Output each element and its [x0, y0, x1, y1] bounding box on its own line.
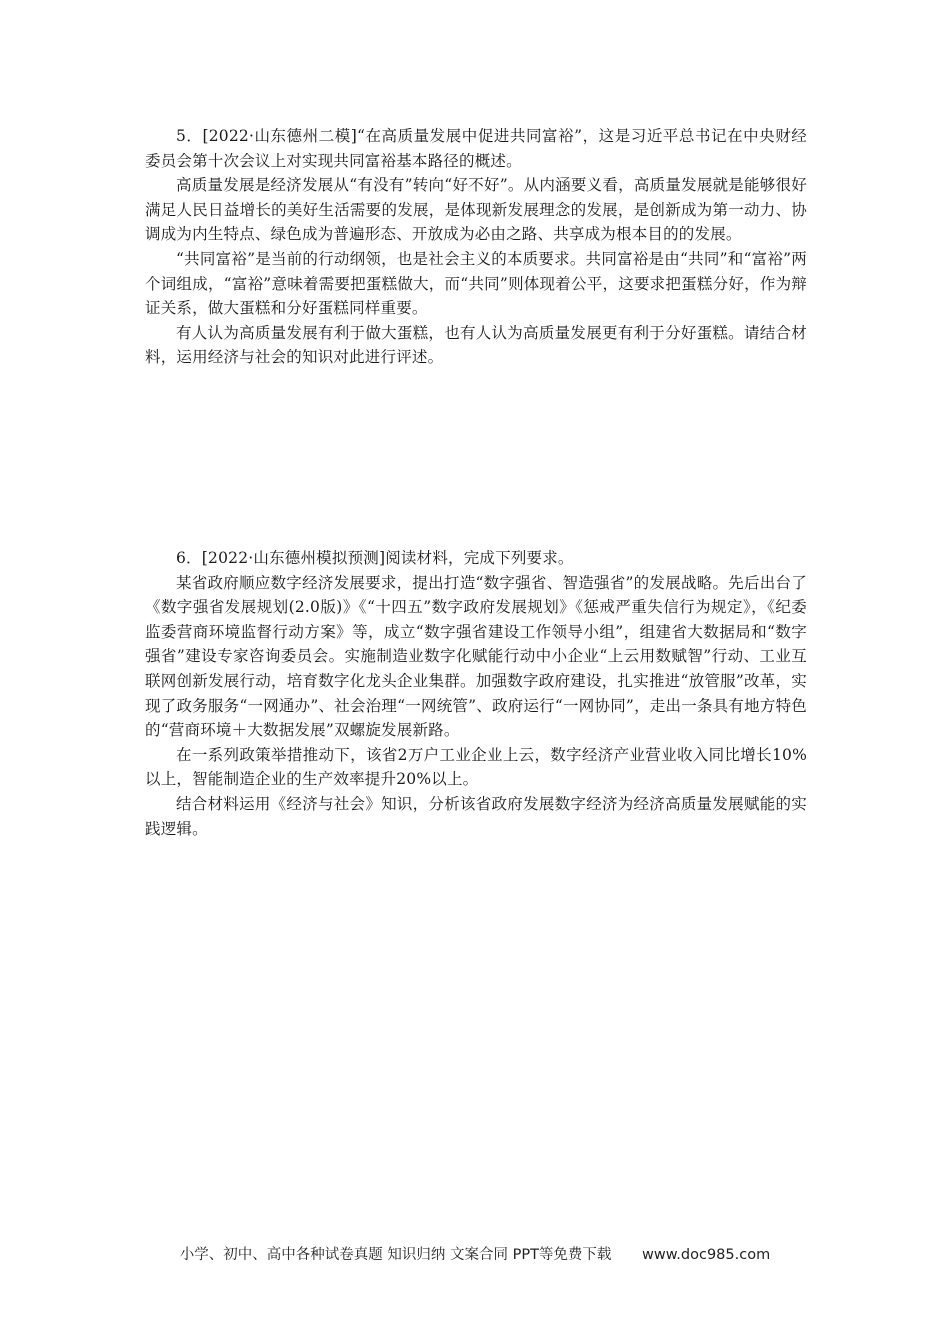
question-source: [2022·山东德州二模] [202, 127, 357, 145]
material-paragraph: 阅读材料，完成下列要求。 [385, 549, 574, 567]
question-prompt: 结合材料运用《经济与社会》知识，分析该省政府发展数字经济为经济高质量发展赋能的实践逻辑。 [145, 794, 807, 838]
material-paragraph: 某省政府顺应数字经济发展要求，提出打造“数字强省、智造强省”的发展战略。先后出台了《数字强省发展规划(2.0版)》《“十四五”数字政府发展规划》《惩戒严重失信行为规定》，《纪委监委营商环境监督行动方案》等，成立“数字强省建设工作领导小组”，组建省大数据局和“数字强省”建设专家咨询委员会。实施制造业数字化赋能行动中小企业“上云用数赋智”行动、工业互联网创新发展行动，培育数字化龙头企业集群。加强数字政府建设，扎实推进“放管服”改革，实现了政务服务“一网通办”、社会治理“一网统管”、政府运行“一网协同”，走出一条具有地方特色的“营商环境＋大数据发展”双螺旋发展新路。 [145, 573, 807, 740]
question-6-stem [145, 546, 807, 571]
material-paragraph: 高质量发展是经济发展从“有没有”转向“好不好”。从内涵要义看，高质量发展就是能够很好满足人民日益增长的美好生活需要的发展，是体现新发展理念的发展，是创新成为第一动力、协调成为内生特点、绿色成为普遍形态、开放成为必由之路、共享成为根本目的的发展。 [145, 176, 807, 244]
footer-text: 小学、初中、高中各种试卷真题 知识归纳 文案合同 PPT等免费下载 [179, 1247, 612, 1263]
question-prompt: 有人认为高质量发展有利于做大蛋糕，也有人认为高质量发展更有利于分好蛋糕。请结合材料，运用经济与社会的知识对此进行评述。 [145, 323, 807, 367]
material-paragraph: 在一系列政策举措推动下，该省2万户工业企业上云，数字经济产业营业收入同比增长10%以上，智能制造企业的生产效率提升20%以上。 [145, 745, 807, 789]
question-6 [145, 546, 807, 841]
footer-site-link[interactable]: www.doc985.com [642, 1247, 771, 1263]
page-footer [0, 1243, 950, 1264]
question-number: 6． [176, 549, 202, 567]
material-paragraph: “共同富裕”是当前的行动纲领，也是社会主义的本质要求。共同富裕是由“共同”和“富裕”两个词组成，“富裕”意味着需要把蛋糕做大，而“共同”则体现着公平，这要求把蛋糕分好，作为辩证关系，做大蛋糕和分好蛋糕同样重要。 [145, 249, 807, 318]
question-source: [2022·山东德州模拟预测] [201, 549, 386, 567]
question-number: 5． [176, 127, 203, 145]
question-5 [145, 124, 807, 370]
material-paragraph: “在高质量发展中促进共同富裕”，这是习近平总书记在中央财经委员会第十次会议上对实现共同富裕基本路径的概述。 [145, 127, 807, 170]
question-5-stem [145, 124, 807, 173]
